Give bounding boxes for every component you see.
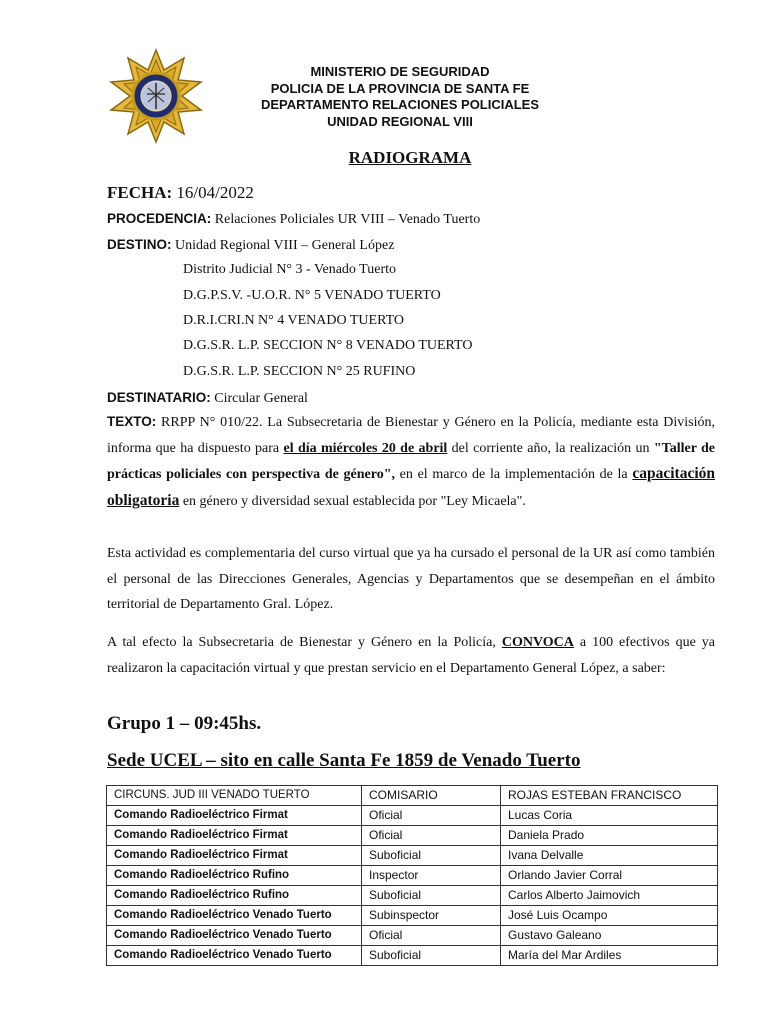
header-block [190, 64, 610, 130]
procedencia-value: Relaciones Policiales UR VIII – Venado Tuerto [211, 212, 481, 227]
texto-paragraph-2: Esta actividad es complementaria del curso virtual que ya ha cursado el personal de la UR así como también el personal de las Direcciones Generales, Agencias y Departamentos que se desempeñan en el ámbito territorial de Departamento Gral. López. [107, 546, 715, 612]
texto-paragraph-1 [107, 409, 715, 514]
table-cell: Comando Radioeléctrico Firmat [107, 806, 362, 826]
table-cell: Comando Radioeléctrico Firmat [107, 846, 362, 866]
table-cell: Suboficial [362, 886, 501, 906]
table-cell: Suboficial [362, 846, 501, 866]
table-cell: Comando Radioeléctrico Venado Tuerto [107, 946, 362, 966]
table-header-row [107, 786, 718, 806]
grupo-heading: Grupo 1 – 09:45hs. [107, 713, 262, 734]
table-row [107, 846, 718, 866]
sede-heading: Sede UCEL – sito en calle Santa Fe 1859 de Venado Tuerto [107, 750, 581, 771]
table-cell: Gustavo Galeano [501, 926, 718, 946]
texto-segment: A tal efecto la Subsecretaria de Bienestar y Género en la Policía, [107, 635, 502, 650]
texto-segment: RRPP N° 010/22. La Subsecretaria de Bienestar y Género en la Policía, mediante esta División, informa que ha dispuesto para [107, 415, 715, 456]
table-cell: Ivana Delvalle [501, 846, 718, 866]
table-cell: Suboficial [362, 946, 501, 966]
table-cell: Comando Radioeléctrico Firmat [107, 826, 362, 846]
table-row [107, 886, 718, 906]
table-cell: COMISARIO [362, 786, 501, 806]
destino-item: D.R.I.CRI.N N° 4 VENADO TUERTO [183, 313, 404, 328]
table-cell: Comando Radioeléctrico Venado Tuerto [107, 926, 362, 946]
destino-label: DESTINO: [107, 237, 172, 252]
destino-item: Unidad Regional VIII – General López [171, 238, 395, 253]
procedencia-label: PROCEDENCIA: [107, 211, 212, 226]
table-cell: Carlos Alberto Jaimovich [501, 886, 718, 906]
destino-item: D.G.S.R. L.P. SECCION N° 8 VENADO TUERTO [183, 338, 473, 353]
event-date: el día miércoles 20 de abril [283, 440, 448, 456]
document-title: RADIOGRAMA [348, 148, 472, 167]
table-cell: ROJAS ESTEBAN FRANCISCO [501, 786, 718, 806]
table-row [107, 806, 718, 826]
table-cell: Inspector [362, 866, 501, 886]
table-cell: Comando Radioeléctrico Venado Tuerto [107, 906, 362, 926]
table-cell: Lucas Coria [501, 806, 718, 826]
date-value: 16/04/2022 [172, 183, 254, 202]
table-row [107, 826, 718, 846]
table-cell: Comando Radioeléctrico Rufino [107, 886, 362, 906]
capacitacion-obligatoria: capacitación obligatoria [107, 465, 715, 509]
destino-line [107, 237, 394, 254]
table-cell: Oficial [362, 826, 501, 846]
header-ministry: MINISTERIO DE SEGURIDAD [310, 64, 490, 79]
texto-label: TEXTO: [107, 414, 157, 429]
procedencia-line [107, 211, 480, 228]
table-cell: Daniela Prado [501, 826, 718, 846]
table-cell: Subinspector [362, 906, 501, 926]
header-unit: UNIDAD REGIONAL VIII [327, 113, 473, 129]
texto-paragraph-3 [107, 630, 715, 681]
texto-segment: en el marco de la implementación de la [394, 467, 633, 482]
table-row [107, 866, 718, 886]
table-cell: Oficial [362, 926, 501, 946]
table-row [107, 946, 718, 966]
destinatario-label: DESTINATARIO: [107, 390, 211, 405]
texto-segment: del corriente año, la realización un [447, 440, 654, 456]
table-cell: Comando Radioeléctrico Rufino [107, 866, 362, 886]
destino-item: D.G.P.S.V. -U.O.R. N° 5 VENADO TUERTO [183, 288, 441, 303]
texto-segment: a 100 efectivos que ya realizaron la capacitación virtual y que prestan servicio en el Departamento General López, a saber: [107, 635, 715, 676]
table-cell: CIRCUNS. JUD III VENADO TUERTO [107, 786, 362, 806]
table-cell: Orlando Javier Corral [501, 866, 718, 886]
destinatario-value: Circular General [210, 391, 308, 406]
date-line [107, 183, 254, 203]
taller-title: "Taller de prácticas policiales con perspectiva de género", [107, 440, 716, 482]
destinatario-line [107, 390, 308, 407]
table-cell: María del Mar Ardiles [501, 946, 718, 966]
table-cell: Oficial [362, 806, 501, 826]
convoca-word: CONVOCA [501, 635, 574, 650]
texto-segment: en género y diversidad sexual establecida por "Ley Micaela". [179, 493, 526, 509]
destino-item: D.G.S.R. L.P. SECCION N° 25 RUFINO [183, 364, 416, 379]
header-police: POLICIA DE LA PROVINCIA DE SANTA FE [270, 80, 530, 96]
date-label: FECHA: [107, 183, 173, 202]
table-row [107, 926, 718, 946]
personnel-table [106, 785, 718, 966]
table-row [107, 906, 718, 926]
header-department: DEPARTAMENTO RELACIONES POLICIALES [260, 97, 540, 112]
destino-item: Distrito Judicial N° 3 - Venado Tuerto [183, 262, 397, 277]
table-cell: José Luis Ocampo [501, 906, 718, 926]
